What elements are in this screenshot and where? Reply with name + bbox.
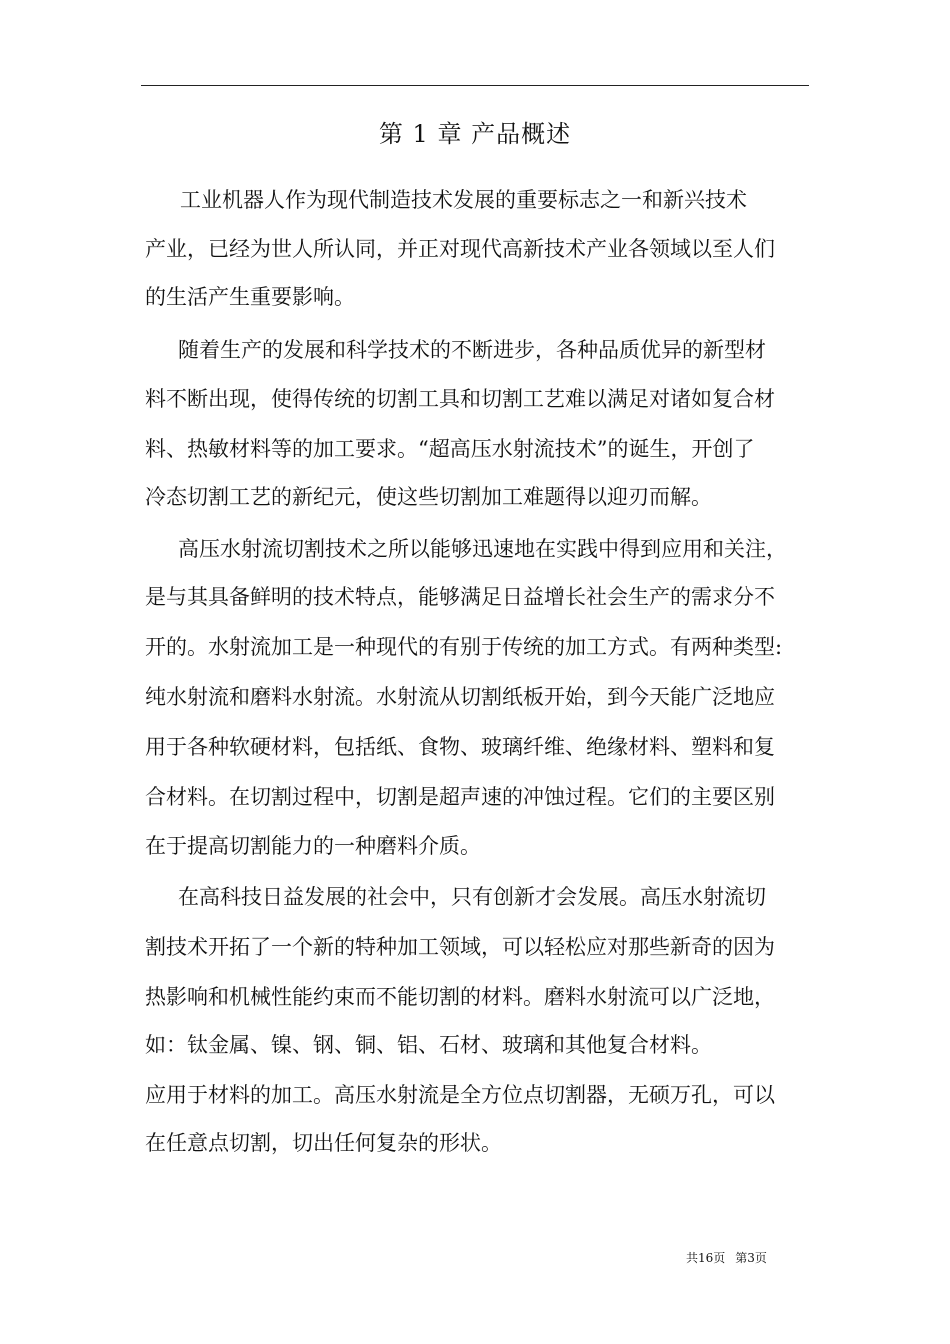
paragraph-line: 热影响和机械性能约束而不能切割的材料。磨料水射流可以广泛地，	[145, 985, 775, 1009]
paragraph-line: 开的。水射流加工是一种现代的有别于传统的加工方式。有两种类型:	[145, 635, 783, 659]
paragraph-line: 高压水射流切割技术之所以能够迅速地在实践中得到应用和关注，	[178, 537, 787, 561]
paragraph-line: 工业机器人作为现代制造技术发展的重要标志之一和新兴技术	[180, 188, 747, 212]
paragraph-line: 料不断出现，使得传统的切割工具和切割工艺难以满足对诸如复合材	[145, 387, 775, 411]
paragraph-line: 用于各种软硬材料，包括纸、食物、玻璃纤维、绝缘材料、塑料和复	[145, 735, 775, 759]
paragraph-line: 应用于材料的加工。高压水射流是全方位点切割器，无硕万孔，可以	[145, 1083, 775, 1107]
paragraph-line: 在于提高切割能力的一种磨料介质。	[145, 834, 481, 858]
paragraph-line: 在任意点切割，切出任何复杂的形状。	[145, 1131, 502, 1155]
paragraph-line: 随着生产的发展和科学技术的不断进步，各种品质优异的新型材	[178, 338, 766, 362]
paragraph-line: 纯水射流和磨料水射流。水射流从切割纸板开始，到今天能广泛地应	[145, 685, 775, 709]
current-page: 第3页	[735, 1251, 767, 1265]
paragraph-line: 产业，已经为世人所认同，并正对现代高新技术产业各领域以至人们	[145, 237, 775, 261]
paragraph-line: 如：钛金属、镍、钢、铜、铝、石材、玻璃和其他复合材料。	[145, 1033, 712, 1057]
page-footer	[686, 1249, 767, 1267]
paragraph-line: 在高科技日益发展的社会中，只有创新才会发展。高压水射流切	[178, 885, 766, 909]
paragraph-line: 是与其具备鲜明的技术特点，能够满足日益增长社会生产的需求分不	[145, 585, 775, 609]
paragraph-line: 的生活产生重要影响。	[145, 285, 355, 309]
paragraph-line: 冷态切割工艺的新纪元，使这些切割加工难题得以迎刃而解。	[145, 485, 712, 509]
chapter-title: 第 1 章 产品概述	[378, 120, 572, 148]
paragraph-line: 料、热敏材料等的加工要求。“超高压水射流技术”的诞生，开创了	[145, 437, 755, 461]
paragraph-line: 割技术开拓了一个新的特种加工领域，可以轻松应对那些新奇的因为	[145, 935, 775, 959]
header-rule	[141, 85, 809, 86]
total-pages: 共16页	[686, 1251, 726, 1265]
paragraph-line: 合材料。在切割过程中，切割是超声速的冲蚀过程。它们的主要区别	[145, 785, 775, 809]
